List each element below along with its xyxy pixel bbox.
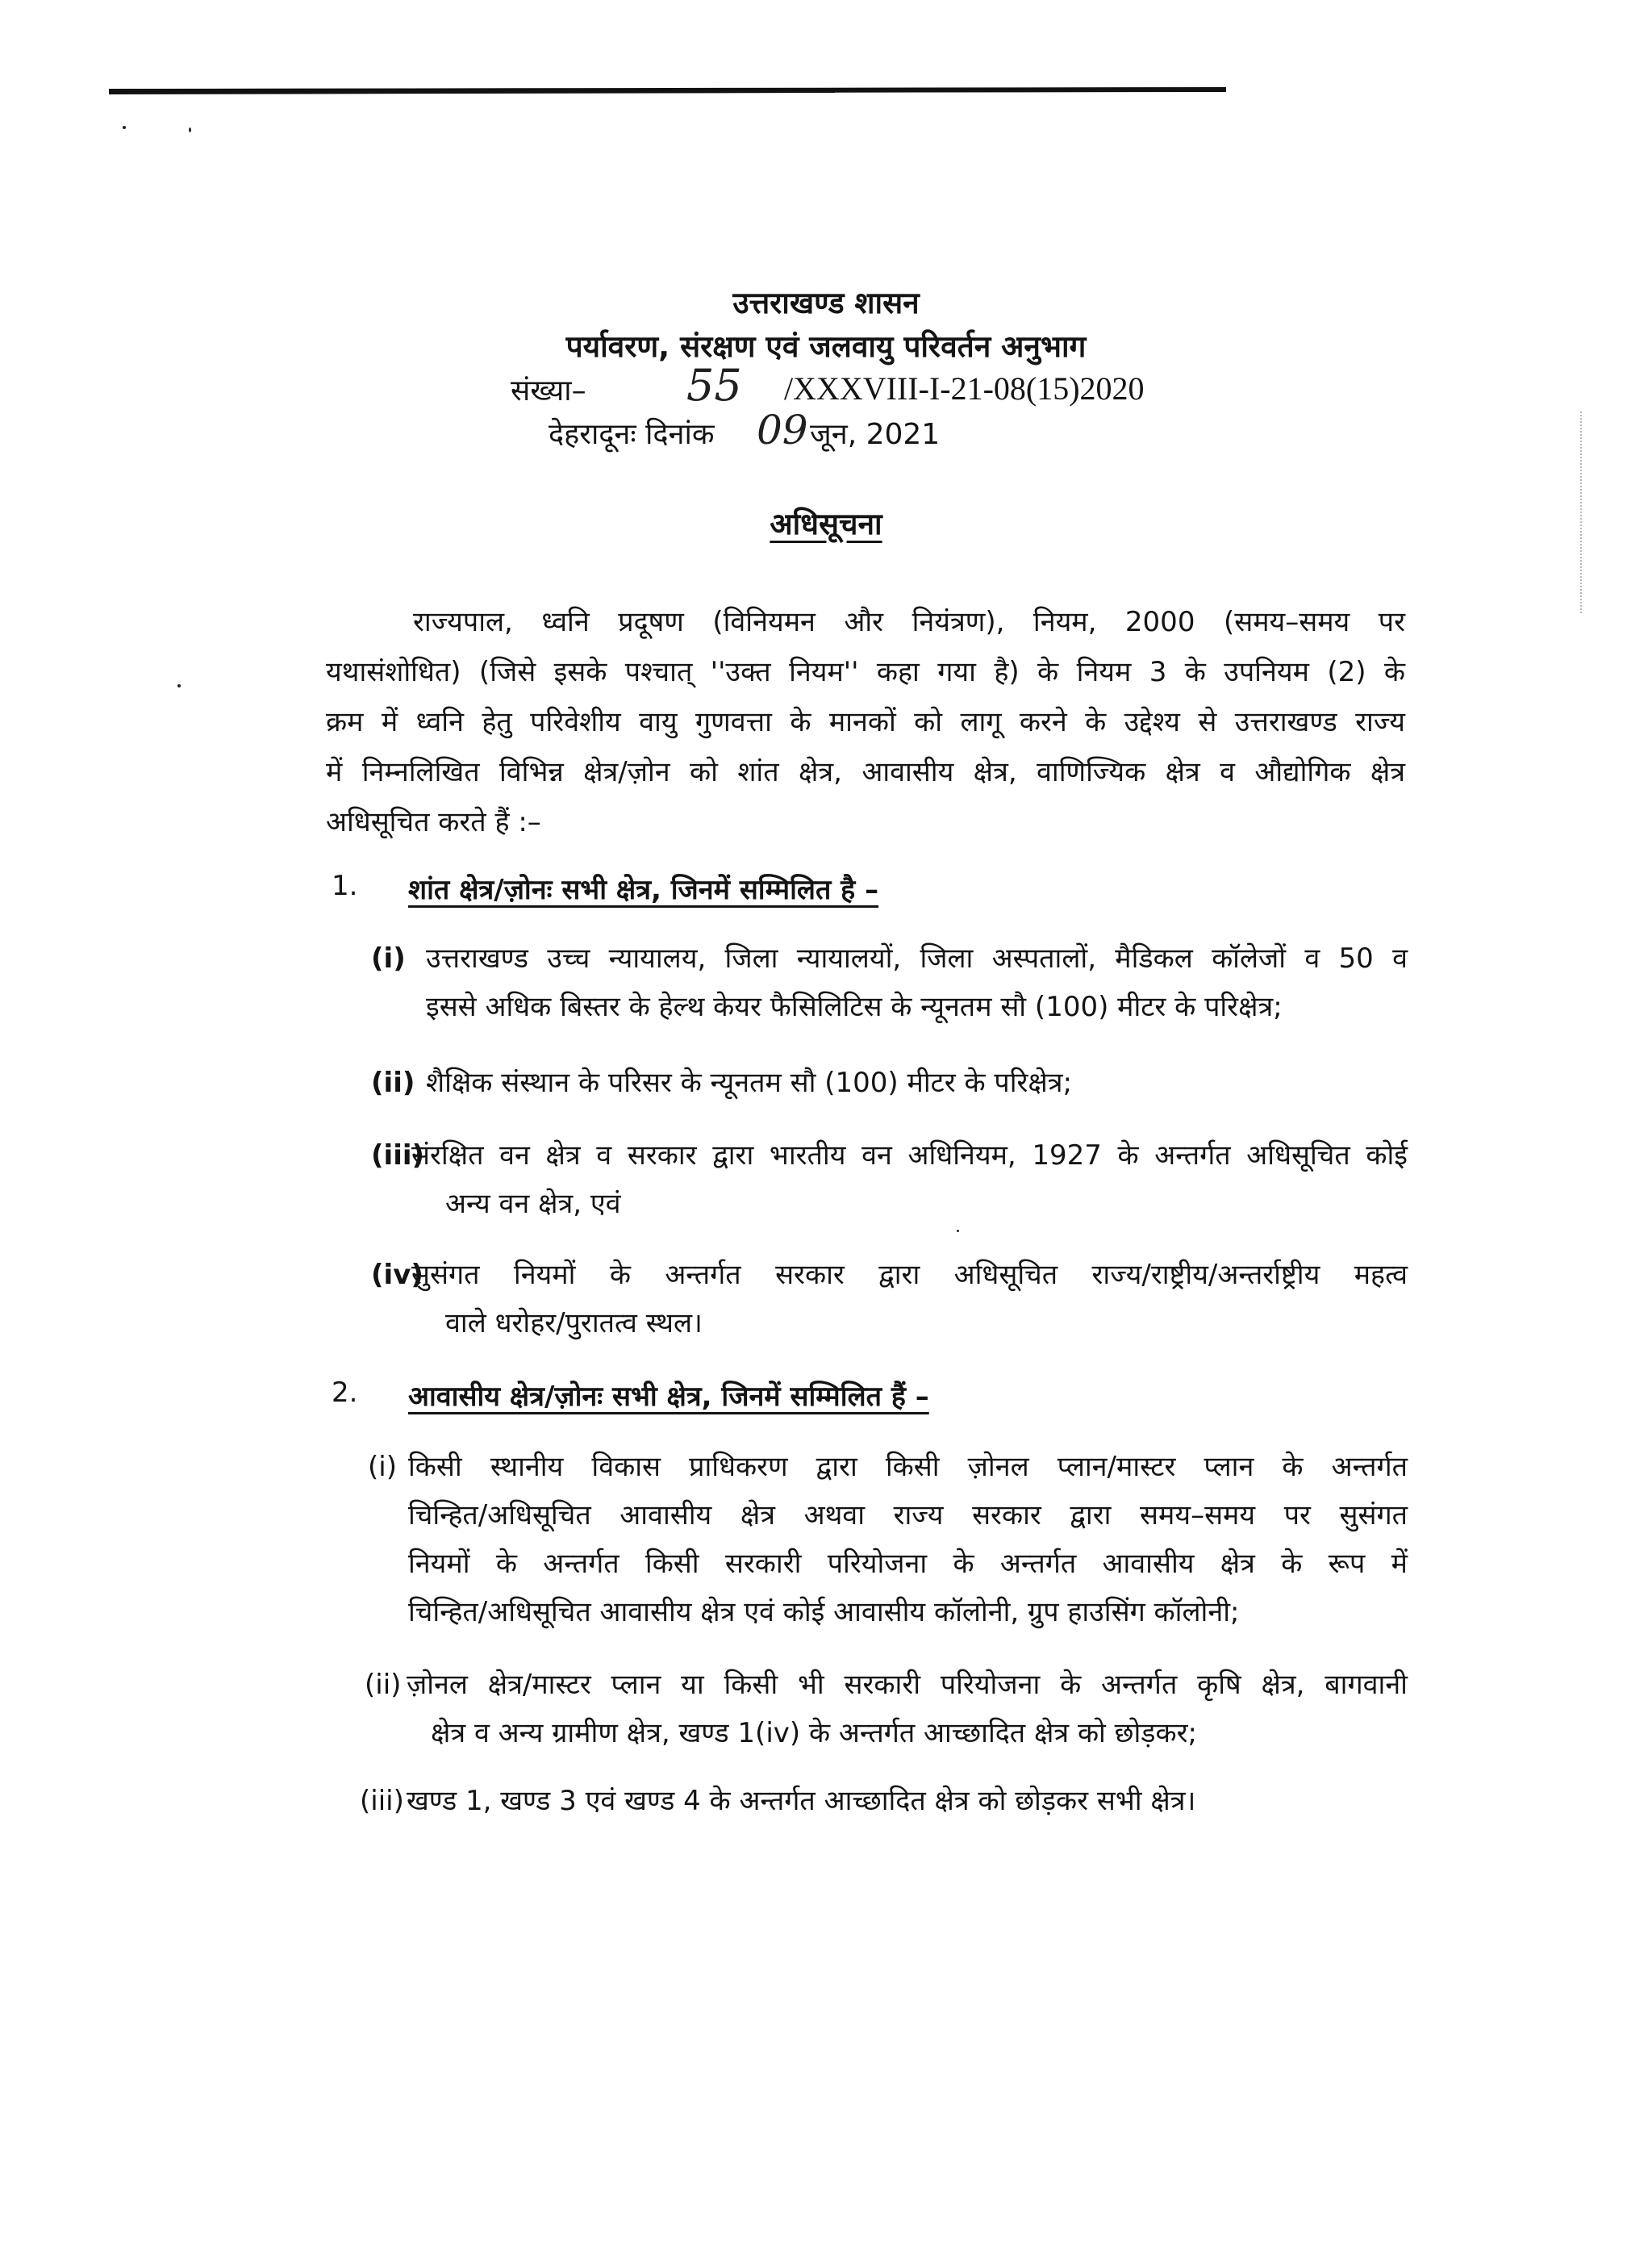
item-line: क्षेत्र व अन्य ग्रामीण क्षेत्र, खण्ड 1(iv) के अन्तर्गत आच्छादित क्षेत्र को छोड़कर; bbox=[431, 1717, 1197, 1749]
item-marker: (iii) bbox=[360, 1785, 404, 1817]
item-line: वाले धरोहर/पुरातत्व स्थल। bbox=[445, 1307, 703, 1339]
item-line: अन्य वन क्षेत्र, एवं bbox=[445, 1188, 621, 1220]
handwritten-day: 09 bbox=[757, 407, 808, 453]
item-marker: (ii) bbox=[365, 1669, 402, 1701]
item-line: शैक्षिक संस्थान के परिसर के न्यूनतम सौ (100) मीटर के परिक्षेत्र; bbox=[426, 1067, 1073, 1099]
item-line: ज़ोनल क्षेत्र/मास्टर प्लान या किसी भी सरकारी परियोजना के अन्तर्गत कृषि क्षेत्र, बागवानी bbox=[407, 1669, 1408, 1701]
item-marker: (i) bbox=[371, 942, 406, 975]
number-label: संख्या– bbox=[511, 374, 586, 407]
item-marker: (iv) bbox=[371, 1259, 423, 1291]
scan-speck bbox=[957, 1230, 959, 1232]
item-marker: (i) bbox=[368, 1451, 397, 1483]
item-line: नियमों के अन्तर्गत किसी सरकारी परियोजना के अन्तर्गत आवासीय क्षेत्र के रूप में bbox=[408, 1548, 1408, 1580]
intro-line: राज्यपाल, ध्वनि प्रदूषण (विनियमन और नियंत्रण), नियम, 2000 (समय–समय पर bbox=[413, 606, 1405, 638]
section-heading-text: शांत क्षेत्र/ज़ोनः सभी क्षेत्र, जिनमें सम्मिलित है – bbox=[408, 874, 879, 906]
date-month-year: जून, 2021 bbox=[810, 418, 941, 451]
intro-line: क्रम में ध्वनि हेतु परिवेशीय वायु गुणवत्ता के मानकों को लागू करने के उद्देश्य से उत्तराखण्ड राज्य bbox=[326, 706, 1405, 738]
item-line: संरक्षित वन क्षेत्र व सरकार द्वारा भारतीय वन अधिनियम, 1927 के अन्तर्गत अधिसूचित कोई bbox=[411, 1139, 1408, 1172]
item-marker: (ii) bbox=[371, 1067, 415, 1099]
item-line: सुसंगत नियमों के अन्तर्गत सरकार द्वारा अधिसूचित राज्य/राष्ट्रीय/अन्तर्राष्ट्रीय महत्व bbox=[411, 1259, 1408, 1291]
item-line: चिन्हित/अधिसूचित आवासीय क्षेत्र एवं कोई आवासीय कॉलोनी, ग्रुप हाउसिंग कॉलोनी; bbox=[408, 1596, 1240, 1628]
issuing-government: उत्तराखण्ड शासन bbox=[732, 286, 920, 320]
section-number: 1. bbox=[332, 870, 358, 902]
intro-paragraph bbox=[326, 597, 1405, 847]
date-label: देहरादूनः दिनांक bbox=[549, 418, 715, 451]
handwritten-number: 55 bbox=[686, 360, 742, 411]
section-number: 2. bbox=[332, 1377, 358, 1409]
top-scan-rule bbox=[109, 87, 1226, 95]
scan-speck bbox=[123, 126, 126, 129]
intro-line: में निम्नलिखित विभिन्न क्षेत्र/ज़ोन को शांत क्षेत्र, आवासीय क्षेत्र, वाणिज्यिक क्षेत्र व औद्योगिक क्षेत्र bbox=[326, 756, 1405, 788]
intro-line: अधिसूचित करते हैं :– bbox=[326, 806, 541, 838]
section-heading-text: आवासीय क्षेत्र/ज़ोनः सभी क्षेत्र, जिनमें सम्मिलित हैं – bbox=[408, 1381, 929, 1413]
item-line: किसी स्थानीय विकास प्राधिकरण द्वारा किसी ज़ोनल प्लान/मास्टर प्लान के अन्तर्गत bbox=[408, 1451, 1408, 1483]
item-line: खण्ड 1, खण्ड 3 एवं खण्ड 4 के अन्तर्गत आच्छादित क्षेत्र को छोड़कर सभी क्षेत्र। bbox=[407, 1785, 1196, 1817]
item-line: उत्तराखण्ड उच्च न्यायालय, जिला न्यायालयों, जिला अस्पतालों, मैडिकल कॉलेजों व 50 व bbox=[426, 942, 1408, 975]
issuing-department: पर्यावरण, संरक्षण एवं जलवायु परिवर्तन अनुभाग bbox=[565, 329, 1087, 364]
scan-speck bbox=[177, 684, 181, 687]
scan-speck bbox=[189, 127, 191, 132]
item-marker: (iii) bbox=[371, 1139, 425, 1172]
notification-title-text: अधिसूचना bbox=[770, 507, 882, 541]
intro-line: यथासंशोधित) (जिसे इसके पश्चात् ''उक्त नियम'' कहा गया है) के नियम 3 के उपनियम (2) के bbox=[326, 656, 1405, 688]
item-line: चिन्हित/अधिसूचित आवासीय क्षेत्र अथवा राज्य सरकार द्वारा समय–समय पर सुसंगत bbox=[408, 1499, 1408, 1531]
item-line: इससे अधिक बिस्तर के हेल्थ केयर फैसिलिटिस के न्यूनतम सौ (100) मीटर के परिक्षेत्र; bbox=[426, 991, 1283, 1023]
number-code: /XXXVIII-I-21-08(15)2020 bbox=[784, 370, 1145, 407]
notification-title bbox=[0, 502, 1652, 543]
